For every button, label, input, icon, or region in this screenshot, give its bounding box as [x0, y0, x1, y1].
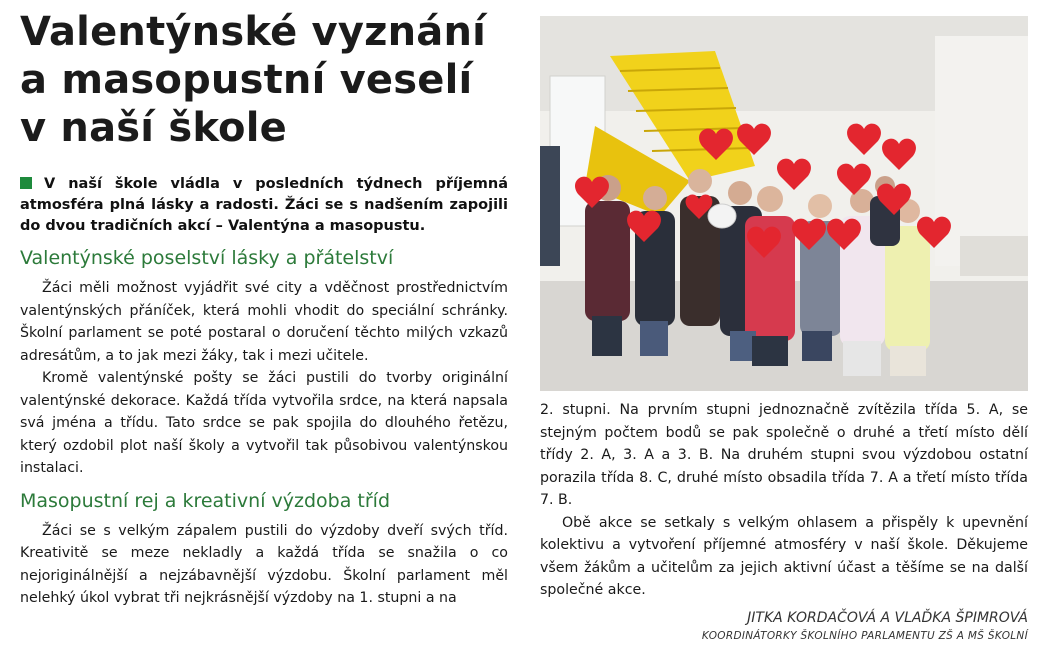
title-line-2: a masopustní veselí	[20, 57, 473, 103]
paragraph-results: 2. stupni. Na prvním stupni jednoznačně zvítězila třída 5. A, se stejným počtem bodů se pak společně o druhé a třetí místo dělí třídy 2. A, 3. A a 3. B. Na druhém stupni svou výzdobou ostatní porazila třída 8. C, druhé místo obsadila třída 7. A a třetí místo třída 7. B.	[540, 402, 1028, 508]
section-heading-masopust: Masopustní rej a kreativní výzdoba tříd	[20, 489, 391, 512]
author-role: KOORDINÁTORKY ŠKOLNÍHO PARLAMENTU ZŠ A MŠ ŠKOLNÍ	[701, 629, 1028, 642]
author-signature: JITKA KORDAČOVÁ A VLAĎKA ŠPIMROVÁ	[747, 609, 1028, 626]
left-column	[20, 8, 508, 610]
lead-text: V naší škole vládla v posledních týdnech příjemná atmosféra plná lásky a radosti. Žáci se s nadšením zapojili do dvou tradičních akcí – Valentýna a masopustu.	[20, 176, 508, 234]
photo-students-with-balloons	[540, 16, 1028, 391]
section-heading-valentine: Valentýnské poselství lásky a přátelství	[20, 247, 394, 269]
photo-illustration	[540, 16, 1028, 391]
article-lead	[20, 174, 508, 237]
title-line-3: v naší škole	[20, 105, 287, 151]
article-title	[20, 8, 508, 152]
paragraph-valentine-1: Žáci měli možnost vyjádřit své city a vděčnost prostřednictvím valentýnských přáníček, která mohli vhodit do speciální schránky. Školní parlament se poté postaral o doručení těchto milých vzkazů adresátům, a to jak mezi žáky, tak i mezi učitele.	[20, 280, 508, 364]
paragraph-valentine-2: Kromě valentýnské pošty se žáci pustili do tvorby originální valentýnské dekorace. Každá třída vytvořila srdce, na která napsala svá jména a třídu. Tato srdce se pak spojila do dlouhého řetězu, který ozdobil plot naší školy a vytvořil tak působivou valentýnskou instalaci.	[20, 370, 508, 476]
paragraph-closing: Obě akce se setkaly s velkým ohlasem a přispěly k upevnění kolektivu a vytvoření příjemné atmosféry v naší škole. Děkujeme všem žákům a učitelům za jejich aktivní účast a těšíme se na další společné akce.	[540, 514, 1028, 598]
right-column	[540, 16, 1028, 644]
title-line-1: Valentýnské vyznání	[20, 9, 487, 55]
paragraph-masopust-1: Žáci se s velkým zápalem pustili do výzdoby dveří svých tříd. Kreativitě se meze nekladly a každá třída se snažila o co nejoriginálnější a nejzábavnější výzdobu. Školní parlament měl nelehký úkol vybrat tři nejkrásnější výzdoby na 1. stupni a na	[20, 522, 508, 606]
lead-square-icon	[20, 177, 32, 189]
